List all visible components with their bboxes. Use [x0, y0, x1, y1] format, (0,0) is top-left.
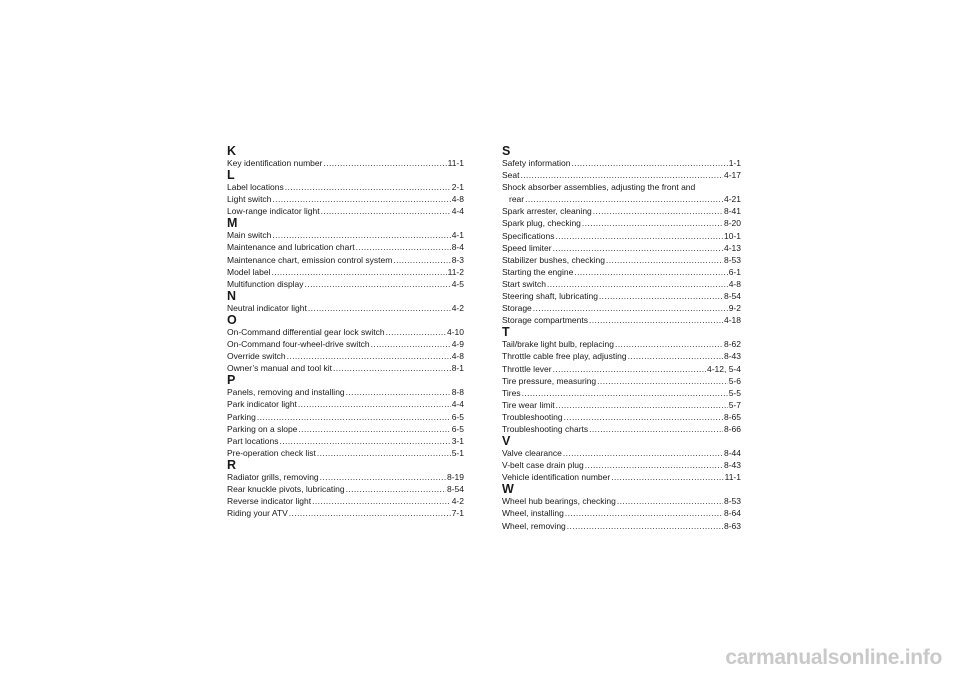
entry-text: Safety information [502, 158, 571, 168]
entry-page: 8-41 [723, 206, 741, 217]
dot-leader [565, 507, 723, 519]
dot-leader [606, 254, 723, 266]
index-entry [502, 193, 741, 205]
entry-text: Storage [502, 303, 532, 314]
dot-leader [346, 386, 451, 398]
entry-text: Multifunction display [227, 278, 304, 289]
index-entry [502, 302, 741, 314]
entry-page: 3-1 [451, 435, 464, 446]
entry-page: 4-1 [451, 230, 464, 241]
entry-page: 5-7 [728, 399, 741, 410]
dot-leader [555, 230, 723, 242]
entry-text: Troubleshooting charts [502, 423, 589, 434]
entry-text: Rear knuckle pivots, lubricating [227, 483, 345, 494]
index-entry [227, 326, 464, 338]
entry-page: 8-64 [723, 508, 741, 519]
section-letter: P [227, 373, 236, 388]
index-entry [227, 338, 464, 350]
index-entry [502, 399, 741, 411]
index-entry [227, 423, 464, 435]
index-section-t [502, 326, 741, 435]
entry-text: Seat [502, 170, 520, 181]
index-entry [227, 507, 464, 519]
entry-text: Tire pressure, measuring [502, 375, 597, 386]
dot-leader [533, 302, 728, 314]
index-entry [502, 459, 741, 471]
index-entry [502, 254, 741, 266]
dot-leader [564, 411, 723, 423]
dot-leader [547, 278, 728, 290]
entry-text: Riding your ATV [227, 508, 288, 519]
entry-page: 11-2 [447, 266, 464, 277]
dot-leader [257, 411, 451, 423]
index-entry [227, 435, 464, 447]
index-entry [227, 278, 464, 290]
entry-page: 4-10 [446, 326, 464, 337]
section-letter: O [227, 312, 237, 327]
dot-leader [585, 459, 723, 471]
section-letter: S [502, 144, 511, 158]
index-entry [227, 398, 464, 410]
dot-leader [615, 338, 723, 350]
entry-page: 4-2 [451, 302, 464, 313]
entry-page: 4-8 [451, 194, 464, 205]
index-column-left [227, 145, 464, 519]
entry-page: 11-1 [724, 472, 741, 483]
index-section-v [502, 435, 741, 483]
entry-page: 8-43 [723, 460, 741, 471]
entry-text: Spark plug, checking [502, 218, 581, 229]
dot-leader [371, 338, 451, 350]
index-entry [227, 193, 464, 205]
entry-text: Override switch [227, 351, 286, 362]
entry-text: On-Command differential gear lock switch [227, 326, 385, 337]
dot-leader [611, 471, 723, 483]
dot-leader [572, 157, 728, 169]
index-entry [227, 254, 464, 266]
entry-text: Maintenance chart, emission control system [227, 254, 393, 265]
index-entry [502, 290, 741, 302]
index-column-right [502, 145, 741, 532]
dot-leader [333, 362, 451, 374]
entry-page: 8-53 [723, 496, 741, 507]
entry-page: 8-8 [451, 387, 464, 398]
dot-leader [525, 193, 723, 205]
index-entry [502, 387, 741, 399]
entry-text: Key identification number [227, 158, 323, 168]
dot-leader [567, 520, 723, 532]
dot-leader [298, 423, 450, 435]
entry-page: 8-1 [451, 363, 464, 374]
watermark: carmanualsonline.info [725, 646, 942, 669]
entry-page: 8-4 [451, 242, 464, 253]
dot-leader [321, 205, 451, 217]
dot-leader [393, 254, 450, 266]
section-letter: T [502, 325, 510, 340]
index-entry [502, 314, 741, 326]
entry-page: 8-54 [723, 291, 741, 302]
entry-text: Radiator grills, removing [227, 471, 319, 482]
entry-text: Tire wear limit [502, 399, 555, 410]
index-entry [502, 230, 741, 242]
entry-text: Steering shaft, lubricating [502, 291, 598, 302]
dot-leader [563, 447, 723, 459]
section-letter: W [502, 482, 514, 497]
entry-page: 8-3 [451, 254, 464, 265]
index-entry [502, 520, 741, 532]
entry-page: 5-1 [451, 447, 464, 458]
entry-text: Light switch [227, 194, 272, 205]
entry-page: 6-1 [728, 266, 741, 277]
entry-page: 6-5 [451, 411, 464, 422]
index-entry [227, 362, 464, 374]
index-entry [502, 169, 741, 181]
entry-page: 8-65 [723, 411, 741, 422]
entry-page: 8-20 [723, 218, 741, 229]
entry-text: Throttle lever [502, 363, 552, 374]
dot-leader [386, 326, 446, 338]
entry-page: 10-1 [723, 230, 741, 241]
entry-text: Pre-operation check list [227, 447, 316, 458]
index-entry [227, 181, 464, 193]
dot-leader [556, 399, 728, 411]
section-letter: R [227, 457, 237, 472]
dot-leader [553, 242, 723, 254]
entry-page: 8-62 [723, 339, 741, 350]
entry-text: Park indicator light [227, 399, 297, 410]
entry-text: rear [509, 194, 525, 205]
entry-text: Tires [502, 387, 521, 398]
index-entry [227, 241, 464, 253]
entry-text: Vehicle identification number [502, 472, 611, 483]
dot-leader [589, 423, 723, 435]
dot-leader [522, 387, 728, 399]
index-section-k [227, 145, 464, 169]
dot-leader [589, 314, 723, 326]
entry-text: Storage compartments [502, 315, 588, 326]
entry-page: 4-13 [723, 242, 741, 253]
dot-leader [308, 302, 451, 314]
index-entry [227, 229, 464, 241]
index-entry [502, 495, 741, 507]
index-section-w [502, 483, 741, 531]
entry-page: 4-17 [723, 170, 741, 181]
index-section-m [227, 217, 464, 289]
index-entry [502, 411, 741, 423]
entry-page: 4-4 [451, 399, 464, 410]
index-entry [227, 471, 464, 483]
entry-page: 4-4 [451, 206, 464, 217]
entry-page: 6-5 [451, 423, 464, 434]
entry-page: 4-9 [451, 339, 464, 350]
index-section-n [227, 290, 464, 314]
entry-page: 4-8 [451, 351, 464, 362]
section-letter: V [502, 434, 511, 449]
entry-page: 11-1 [447, 158, 464, 168]
index-entry [227, 205, 464, 217]
dot-leader [628, 350, 723, 362]
dot-leader [346, 483, 446, 495]
index-entry [227, 386, 464, 398]
index-entry [502, 266, 741, 278]
entry-text: Throttle cable free play, adjusting [502, 351, 627, 362]
index-entry [502, 157, 741, 169]
entry-page: 5-6 [728, 375, 741, 386]
entry-page: 4-18 [723, 315, 741, 326]
entry-text: Parking [227, 411, 256, 422]
entry-text: Spark arrester, cleaning [502, 206, 592, 217]
index-entry [502, 363, 741, 375]
index-entry [227, 157, 464, 169]
index-entry: Shock absorber assemblies, adjusting the front and [502, 182, 696, 193]
index-section-s [502, 145, 741, 326]
entry-text: Start switch [502, 278, 546, 289]
entry-text: Owner’s manual and tool kit [227, 363, 333, 374]
entry-text: Parking on a slope [227, 423, 298, 434]
dot-leader [356, 241, 451, 253]
entry-text: Reverse indicator light [227, 496, 312, 507]
entry-page: 8-66 [723, 423, 741, 434]
entry-page: 8-43 [723, 351, 741, 362]
section-letter: M [227, 216, 238, 231]
entry-page: 7-1 [451, 508, 464, 519]
entry-text: Model label [227, 266, 271, 277]
entry-text: Wheel hub bearings, checking [502, 496, 616, 507]
index-section-l [227, 169, 464, 217]
dot-leader [298, 398, 451, 410]
dot-leader [599, 290, 723, 302]
index-entry [502, 447, 741, 459]
entry-page: 8-63 [723, 520, 741, 531]
dot-leader [582, 217, 723, 229]
index-entry [502, 471, 741, 483]
entry-page: 4-21 [723, 194, 741, 205]
dot-leader [305, 278, 451, 290]
dot-leader [317, 447, 451, 459]
entry-page: 8-54 [446, 483, 464, 494]
section-letter: L [227, 168, 235, 183]
section-letter: N [227, 288, 237, 303]
entry-text: Neutral indicator light [227, 302, 307, 313]
index-entry [502, 242, 741, 254]
entry-text: On-Command four-wheel-drive switch [227, 339, 370, 350]
dot-leader [593, 205, 723, 217]
dot-leader [287, 350, 451, 362]
entry-page: 8-44 [723, 448, 741, 459]
entry-text: Wheel, removing [502, 520, 566, 531]
entry-page: 4-12, 5-4 [706, 363, 741, 374]
entry-page: 8-19 [446, 471, 464, 482]
entry-page: 9-2 [728, 303, 741, 314]
entry-text: Maintenance and lubrication chart [227, 242, 355, 253]
dot-leader [323, 157, 446, 169]
dot-leader [574, 266, 727, 278]
index-entry [227, 495, 464, 507]
dot-leader [271, 266, 446, 278]
index-entry [502, 278, 741, 290]
index-entry [502, 423, 741, 435]
index-entry [227, 483, 464, 495]
entry-text: Label locations [227, 182, 284, 193]
entry-text: Panels, removing and installing [227, 387, 345, 398]
entry-page: 4-8 [728, 278, 741, 289]
dot-leader [272, 193, 450, 205]
dot-leader [597, 375, 728, 387]
index-entry [502, 507, 741, 519]
dot-leader [289, 507, 451, 519]
entry-text: Part locations [227, 435, 279, 446]
dot-leader [312, 495, 451, 507]
index-section-p [227, 374, 464, 459]
entry-text: Starting the engine [502, 266, 574, 277]
index-entry [502, 217, 741, 229]
entry-text: Tail/brake light bulb, replacing [502, 339, 614, 350]
dot-leader [553, 363, 706, 375]
index-entry [502, 338, 741, 350]
index-entry [227, 302, 464, 314]
index-entry [502, 350, 741, 362]
dot-leader [285, 181, 451, 193]
index-entry [502, 205, 741, 217]
entry-text: Low-range indicator light [227, 206, 320, 217]
dot-leader [521, 169, 723, 181]
entry-text: Specifications [502, 230, 555, 241]
index-entry [227, 411, 464, 423]
index-entry [227, 447, 464, 459]
index-section-r [227, 459, 464, 519]
section-letter: K [227, 144, 237, 158]
entry-text: V-belt case drain plug [502, 460, 584, 471]
entry-text: Wheel, installing [502, 508, 564, 519]
entry-text: Valve clearance [502, 448, 562, 459]
index-entry [227, 350, 464, 362]
entry-text: Troubleshooting [502, 411, 563, 422]
entry-page: 2-1 [451, 182, 464, 193]
dot-leader [320, 471, 446, 483]
index-entry [227, 266, 464, 278]
index-entry [502, 375, 741, 387]
dot-leader [617, 495, 723, 507]
entry-page: 1-1 [728, 158, 741, 168]
index-section-o [227, 314, 464, 374]
entry-page: 4-2 [451, 496, 464, 507]
dot-leader [280, 435, 451, 447]
entry-page: 8-53 [723, 254, 741, 265]
entry-text: Speed limiter [502, 242, 552, 253]
dot-leader [272, 229, 450, 241]
entry-page: 4-5 [451, 278, 464, 289]
entry-text: Main switch [227, 230, 272, 241]
entry-page: 5-5 [728, 387, 741, 398]
entry-text: Stabilizer bushes, checking [502, 254, 606, 265]
